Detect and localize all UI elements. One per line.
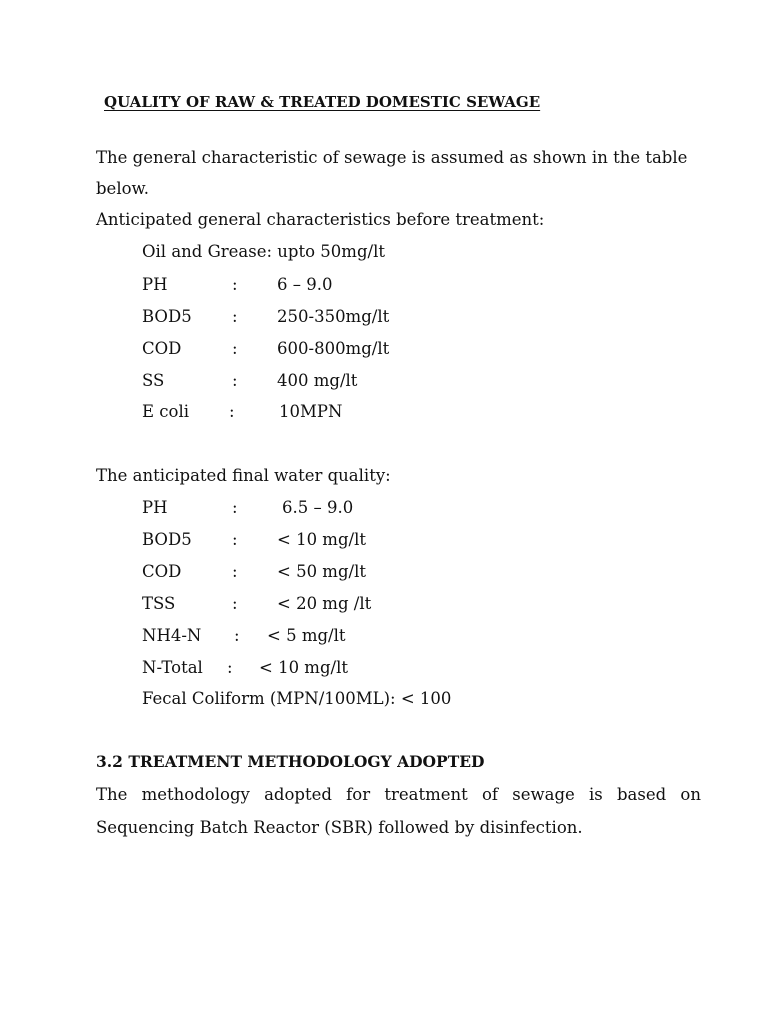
param-separator: : — [227, 658, 233, 677]
param-name: BOD5 — [142, 530, 192, 549]
param-name: E coli — [142, 402, 190, 421]
param-separator: : — [232, 275, 238, 294]
fecal-coliform-line: Fecal Coliform (MPN/100ML): < 100 — [142, 689, 452, 708]
intro-line-1: The general characteristic of sewage is assumed as shown in the table — [96, 148, 688, 167]
oil-grease-line: Oil and Grease: upto 50mg/lt — [142, 242, 385, 261]
param-value: 600-800mg/lt — [277, 339, 390, 358]
param-separator: : — [232, 594, 238, 613]
param-value: < 20 mg /lt — [277, 594, 372, 613]
param-value: < 10 mg/lt — [277, 530, 366, 549]
param-name: PH — [142, 275, 168, 294]
param-value: 10MPN — [279, 402, 343, 421]
param-separator: : — [232, 498, 238, 517]
param-value: 6.5 – 9.0 — [282, 498, 354, 517]
param-name: N-Total — [142, 658, 203, 677]
param-name: SS — [142, 371, 165, 390]
param-separator: : — [229, 402, 235, 421]
param-name: PH — [142, 498, 168, 517]
page-heading: QUALITY OF RAW & TREATED DOMESTIC SEWAGE — [104, 93, 541, 111]
methodology-line-1: The methodology adopted for treatment of sewage is based on — [96, 785, 701, 804]
param-value: 400 mg/lt — [277, 371, 358, 390]
param-value: 250-350mg/lt — [277, 307, 390, 326]
param-name: TSS — [142, 594, 176, 613]
section-title: 3.2 TREATMENT METHODOLOGY ADOPTED — [96, 752, 485, 771]
param-name: BOD5 — [142, 307, 192, 326]
param-separator: : — [232, 562, 238, 581]
methodology-line-2: Sequencing Batch Reactor (SBR) followed by disinfection. — [96, 818, 583, 837]
intro-line-2: below. — [96, 179, 149, 198]
param-name: COD — [142, 339, 182, 358]
param-value: < 50 mg/lt — [277, 562, 366, 581]
final-quality-title: The anticipated final water quality: — [96, 466, 391, 485]
param-separator: : — [234, 626, 240, 645]
param-value: < 5 mg/lt — [267, 626, 346, 645]
param-separator: : — [232, 530, 238, 549]
param-separator: : — [232, 371, 238, 390]
param-name: COD — [142, 562, 182, 581]
param-separator: : — [232, 307, 238, 326]
param-name: NH4-N — [142, 626, 202, 645]
param-value: 6 – 9.0 — [277, 275, 333, 294]
param-separator: : — [232, 339, 238, 358]
before-treatment-title: Anticipated general characteristics before treatment: — [96, 210, 545, 229]
param-value: < 10 mg/lt — [259, 658, 348, 677]
